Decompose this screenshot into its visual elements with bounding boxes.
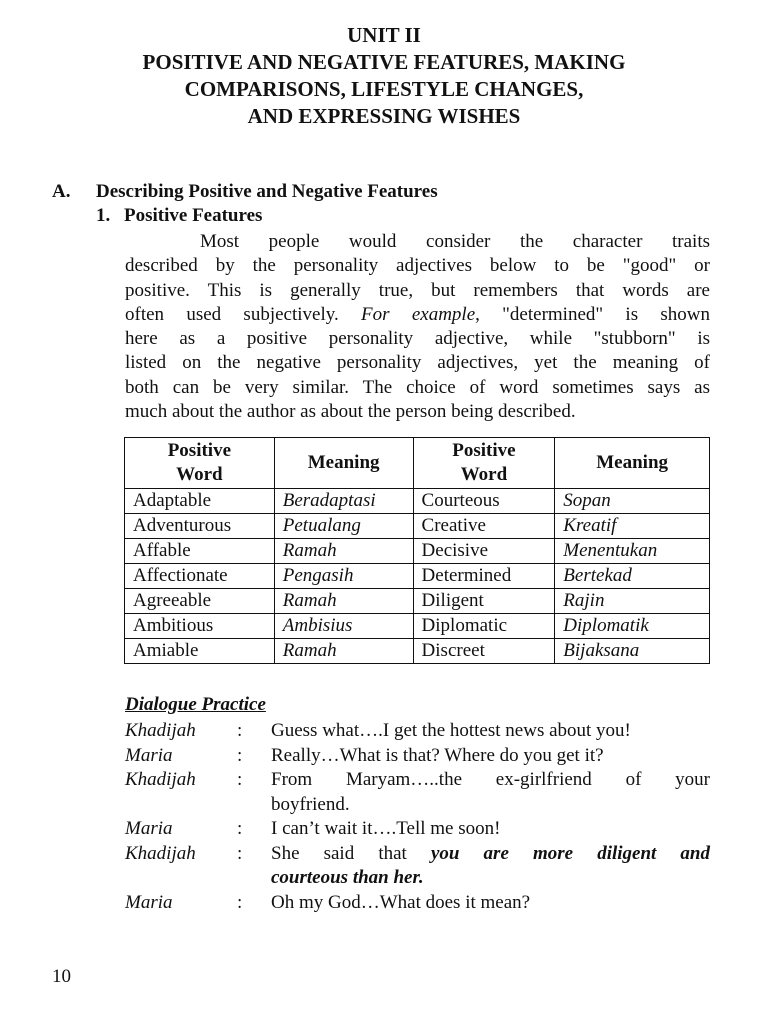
speaker-name: Maria	[125, 891, 173, 913]
meaning-cell: Bijaksana	[555, 639, 710, 664]
speaker-name: Khadijah	[125, 720, 196, 741]
paragraph-line	[125, 303, 710, 327]
word-cell: Adaptable	[125, 489, 275, 514]
word-cell: Affable	[125, 539, 275, 564]
utterance-text: She said that	[271, 842, 431, 864]
table-row	[125, 489, 710, 514]
unit-title	[0, 22, 768, 130]
paragraph-line: described by the personality adjectives below to be "good" or	[125, 255, 710, 277]
table-header-row	[125, 438, 710, 489]
speaker-name: Khadijah	[125, 842, 196, 864]
section-letter: A.	[52, 181, 71, 202]
unit-title-line-3: AND EXPRESSING WISHES	[247, 104, 521, 128]
table-row	[125, 589, 710, 614]
header-text: Positive	[167, 440, 232, 461]
paragraph-line: both can be very similar. The choice of word sometimes says as	[125, 376, 710, 398]
dialogue-line	[125, 817, 710, 842]
utterance	[271, 768, 710, 817]
word-cell: Diligent	[413, 589, 555, 614]
header-text: Word	[176, 464, 223, 485]
header-text: Positive	[452, 440, 516, 461]
word-cell: Creative	[413, 514, 555, 539]
meaning-cell: Beradaptasi	[274, 489, 413, 514]
section-heading	[52, 181, 438, 203]
utterance-line: boyfriend.	[271, 793, 350, 815]
paragraph-text: often used subjectively.	[125, 303, 362, 325]
word-cell: Determined	[413, 564, 555, 589]
speaker-name: Maria	[125, 818, 173, 839]
meaning-cell: Ambisius	[274, 614, 413, 639]
utterance: I can’t wait it….Tell me soon!	[271, 818, 501, 839]
dialogue-line	[125, 744, 710, 769]
word-cell: Courteous	[413, 489, 555, 514]
table-row	[125, 514, 710, 539]
meaning-cell: Petualang	[274, 514, 413, 539]
utterance: Oh my God…What does it mean?	[271, 891, 531, 913]
header-text: Word	[460, 464, 508, 485]
dialogue-title: Dialogue Practice	[125, 694, 266, 715]
section-title: Describing Positive and Negative Features	[96, 181, 438, 202]
unit-title-line-1: POSITIVE AND NEGATIVE FEATURES, MAKING	[142, 50, 626, 74]
table-row	[125, 564, 710, 589]
unit-title-line-2: COMPARISONS, LIFESTYLE CHANGES,	[184, 77, 584, 101]
utterance-text: .	[418, 867, 424, 888]
utterance-line	[271, 866, 710, 891]
word-cell: Affectionate	[125, 564, 275, 589]
meaning-cell: Menentukan	[555, 539, 710, 564]
meaning-cell: Pengasih	[274, 564, 413, 589]
subsection-number: 1.	[96, 205, 111, 226]
unit-number: UNIT II	[347, 23, 421, 47]
word-cell: Discreet	[413, 639, 555, 664]
paragraph-italic-text: For example	[361, 303, 476, 325]
meaning-cell: Diplomatik	[555, 614, 710, 639]
table-row	[125, 639, 710, 664]
speaker-name: Khadijah	[125, 769, 196, 790]
word-cell: Ambitious	[125, 614, 275, 639]
meaning-cell: Rajin	[555, 589, 710, 614]
page-number: 10	[52, 966, 71, 987]
speaker-colon: :	[237, 891, 243, 913]
header-positive-word	[413, 438, 555, 489]
meaning-cell: Ramah	[274, 589, 413, 614]
speaker-name: Maria	[125, 744, 173, 766]
word-cell: Diplomatic	[413, 614, 555, 639]
meaning-cell: Kreatif	[555, 514, 710, 539]
speaker-colon: :	[237, 744, 243, 766]
paragraph-line: listed on the negative personality adjectives, yet the meaning of	[125, 352, 710, 374]
meaning-cell: Ramah	[274, 639, 413, 664]
utterance	[271, 842, 710, 891]
word-cell: Amiable	[125, 639, 275, 664]
word-cell: Decisive	[413, 539, 555, 564]
dialogue-line	[125, 719, 710, 744]
emphasized-text: courteous than her	[271, 867, 419, 888]
dialogue-line	[125, 842, 710, 891]
utterance-line	[271, 842, 710, 867]
utterance: Really…What is that? Where do you get it?	[271, 744, 604, 766]
dialogue-line	[125, 891, 710, 916]
header-meaning: Meaning	[555, 438, 710, 489]
paragraph-line: Most people would consider the character traits	[200, 231, 710, 252]
speaker-colon: :	[237, 720, 243, 741]
speaker-colon: :	[237, 818, 243, 839]
paragraph-line: much about the author as about the person being described.	[125, 401, 576, 423]
header-meaning: Meaning	[274, 438, 413, 489]
vocabulary-table	[124, 437, 710, 664]
body-paragraph	[125, 230, 710, 424]
paragraph-line: positive. This is generally true, but remembers that words are	[125, 279, 710, 301]
word-cell: Adventurous	[125, 514, 275, 539]
table-row	[125, 614, 710, 639]
dialogue	[125, 719, 710, 915]
speaker-colon: :	[237, 769, 243, 790]
meaning-cell: Bertekad	[555, 564, 710, 589]
subsection-title: Positive Features	[124, 205, 263, 226]
meaning-cell: Ramah	[274, 539, 413, 564]
emphasized-text: you are more diligent and	[430, 842, 710, 864]
table-row	[125, 539, 710, 564]
subsection-heading	[96, 205, 262, 227]
paragraph-line: here as a positive personality adjective, while "stubborn" is	[125, 328, 710, 350]
utterance: Guess what….I get the hottest news about you!	[271, 720, 631, 741]
word-cell: Agreeable	[125, 589, 275, 614]
dialogue-line	[125, 768, 710, 817]
header-positive-word	[125, 438, 275, 489]
paragraph-text: , "determined" is shown	[475, 303, 710, 325]
meaning-cell: Sopan	[555, 489, 710, 514]
utterance-line: From Maryam…..the ex-girlfriend of your	[271, 769, 710, 790]
speaker-colon: :	[237, 842, 243, 864]
